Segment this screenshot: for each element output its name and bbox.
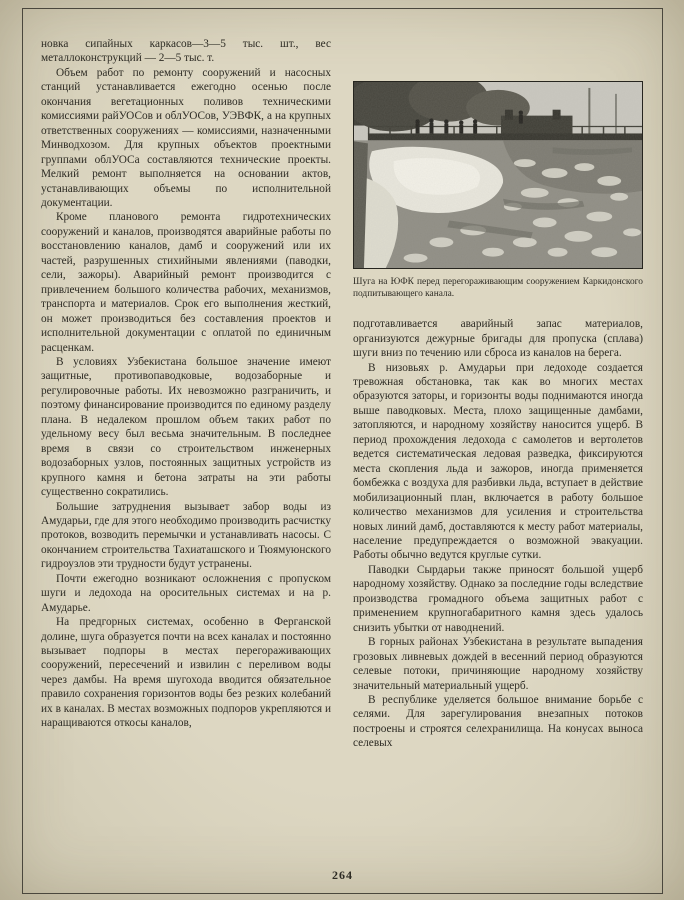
photo-caption: Шуга на ЮФК перед перегораживающим сооружением Каркидонского подпитывающего канала. (353, 277, 643, 299)
right-column-text (353, 317, 643, 751)
page-number: 264 (332, 868, 353, 882)
paragraph: В условиях Узбекистана большое значение имеют защитные, противопаводковые, водозаборные и регулировочные работы. Их невозможно разграничить, и поэтому финансирование производится по единому разделу плана. В недалеком прошлом объем таких работ по удельному весу был весьма значительным. В последнее время в связи со строительством инженерных водозаборных узлов, постоянных защитных устройств из крупного камня и бетона затраты на эти работы существенно сократились. (41, 355, 331, 499)
paragraph: В республике уделяется большое внимание борьбе с селями. Для зарегулирования внезапных потоков построены и строятся селехранилища. На конусах выноса селевых (353, 693, 643, 750)
paragraph: В низовьях р. Амударьи при ледоходе создается тревожная обстановка, так как во многих местах образуются заторы, и горизонты воды поднимаются иногда выше паводковых. Места, плохо защищенные дамбами, затопляются, и народному хозяйству наносится ущерб. В период прохождения ледохода с самолетов и вертолетов ведется систематическая ледовая разведка, фиксируются места скопления льда и зажоров, иногда применяется бомбежка с воздуха для разбивки льда, вступает в действие мобилизационный план, включается в работу большое количество механизмов для усиления и строительства новых линий дамб, доставляются к месту работ материалы, население предупреждается о возможной эвакуации. Работы обычно ведутся круглые сутки. (353, 361, 643, 562)
paragraph: Большие затруднения вызывает забор воды из Амударьи, где для этого необходимо производить расчистку протоков, возводить перемычки и устанавливать насосы. С окончанием строительства Тахиаташского и Тюямуюнского гидроузлов эти трудности будут устранены. (41, 500, 331, 571)
article-photo-figure (353, 81, 643, 300)
paragraph: новка сипайных каркасов—3—5 тыс. шт., вес металлоконструкций — 2—5 тыс. т. (41, 38, 331, 65)
page-frame (22, 8, 663, 894)
paragraph: Объем работ по ремонту сооружений и насосных станций устанавливается ежегодно осенью после окончания вегетационных поливов техническими комиссиями райУОСов и облУОСов, УЭВФК, а на крупных ответственных сооружениях — комиссиями, назначенными Минводхозом. Для крупных объектов проектными группами облУОСа составляются технические проекты. Мелкий ремонт выполняется на основании актов, устанавливающих объемы по исполнительной документации. (41, 66, 331, 209)
paragraph: Паводки Сырдарьи также приносят большой ущерб народному хозяйству. Однако за последние годы вследствие производства громадного объема защитных работ с применением крупногабаритного камня здесь удалось снизить убытки от наводнений. (353, 563, 643, 634)
photo-shuga-canal (353, 81, 643, 269)
paragraph: Кроме планового ремонта гидротехнических сооружений и каналов, производятся аварийные работы по восстановлению каналов, дамб и сооружений или их частей, разрушенных стихийными явлениями (паводки, сели, зажоры). Аварийный ремонт производится с привлечением большого количества рабочих, механизмов, транспорта и материалов. Срок его выполнения жесткий, он может производиться без составления проектов и исполнительной документации с оплатой по единичным расценкам. (41, 211, 331, 354)
page-content (41, 37, 645, 863)
left-column (41, 37, 331, 863)
paragraph: В горных районах Узбекистана в результате выпадения грозовых ливневых дождей в весенний период образуются селевые потоки, причиняющие народному хозяйству значительный материальный ущерб. (353, 636, 643, 692)
right-column (353, 37, 643, 863)
paragraph: Почти ежегодно возникают осложнения с пропуском шуги и ледохода на оросительных системах и на р. Амударье. (41, 572, 331, 614)
paragraph: подготавливается аварийный запас материалов, организуются дежурные бригады для пропуска (сплава) шуги вниз по течению или сброса из каналов на берега. (353, 318, 643, 360)
paragraph: На предгорных системах, особенно в Ферганской долине, шуга образуется почти на всех каналах и постоянно вызывает подпоры в местах перегораживающих сооружений, пересечений и извилин с переливом воды через дамбы. На время шугохода вводится обязательное правило сохранения горизонтов воды без резких колебаний их в каналах. В местах возможных подпоров укрепляются и наращиваются откосы каналов, (41, 616, 331, 730)
